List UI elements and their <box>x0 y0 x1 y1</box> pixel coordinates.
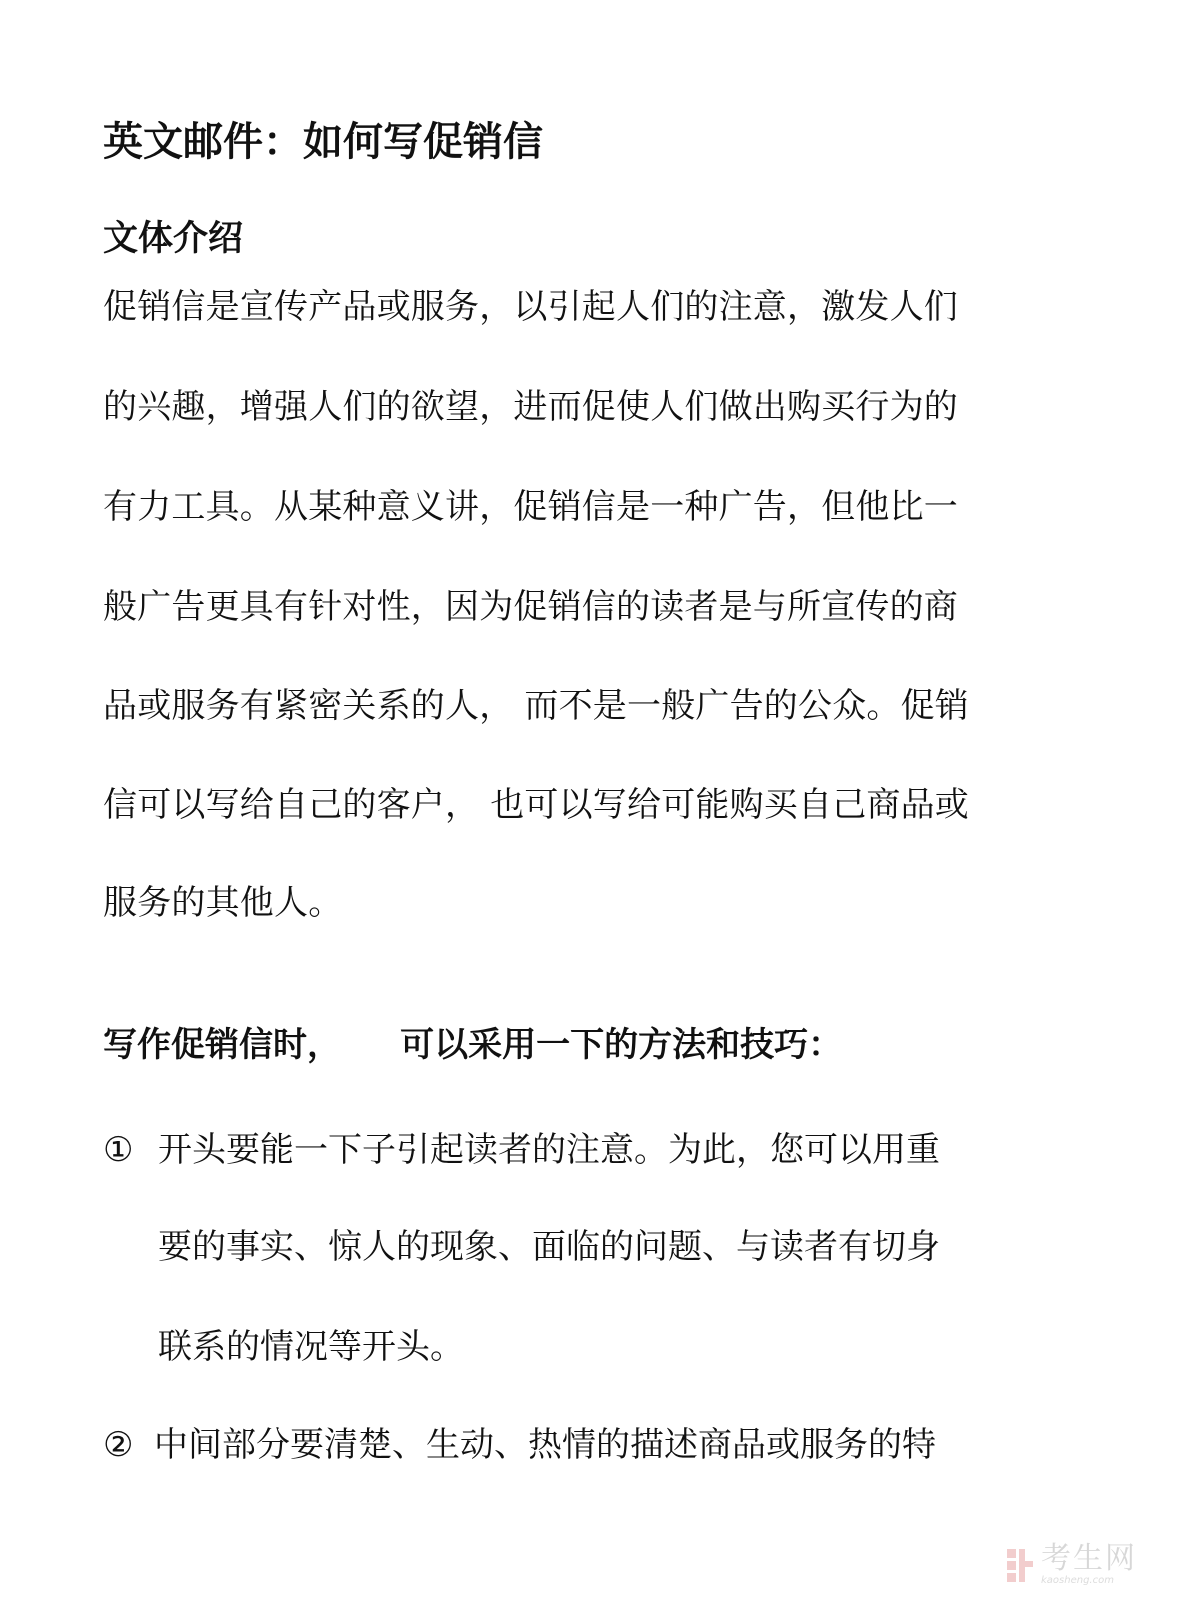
tip-text-line: 要的事实、惊人的现象、面临的问题、与读者有切身 <box>158 1227 940 1267</box>
intro-paragraph-line: 的兴趣，增强人们的欲望，进而促使人们做出购买行为的 <box>103 387 958 427</box>
intro-paragraph-line: 品或服务有紧密关系的人， 而不是一般广告的公众。促销 <box>103 686 970 726</box>
intro-paragraph-line: 般广告更具有针对性，因为促销信的读者是与所宣传的商 <box>103 587 958 627</box>
watermark-site-url: kaosheng.com <box>1041 1575 1114 1586</box>
tip-number-marker: ① <box>103 1130 134 1170</box>
tips-heading: 写作促销信时， 可以采用一下的方法和技巧： <box>103 1025 843 1065</box>
intro-paragraph-line: 促销信是宣传产品或服务，以引起人们的注意，激发人们 <box>103 287 958 327</box>
tip-number-marker: ② <box>103 1425 134 1465</box>
watermark-site-name: 考生网 <box>1041 1541 1137 1576</box>
watermark-logo-icon <box>1005 1545 1035 1585</box>
tip-text-line: 开头要能一下子引起读者的注意。为此，您可以用重 <box>158 1130 940 1170</box>
intro-paragraph-line: 信可以写给自己的客户， 也可以写给可能购买自己商品或 <box>103 785 970 825</box>
section-heading-intro: 文体介绍 <box>103 219 244 259</box>
tip-text-line: 中间部分要清楚、生动、热情的描述商品或服务的特 <box>154 1425 936 1465</box>
intro-paragraph-line: 有力工具。从某种意义讲，促销信是一种广告，但他比一 <box>103 487 958 527</box>
tip-text-line: 联系的情况等开头。 <box>158 1327 464 1367</box>
watermark <box>1005 1541 1137 1586</box>
document-title: 英文邮件：如何写促销信 <box>103 119 543 165</box>
intro-paragraph-line: 服务的其他人。 <box>103 883 343 923</box>
